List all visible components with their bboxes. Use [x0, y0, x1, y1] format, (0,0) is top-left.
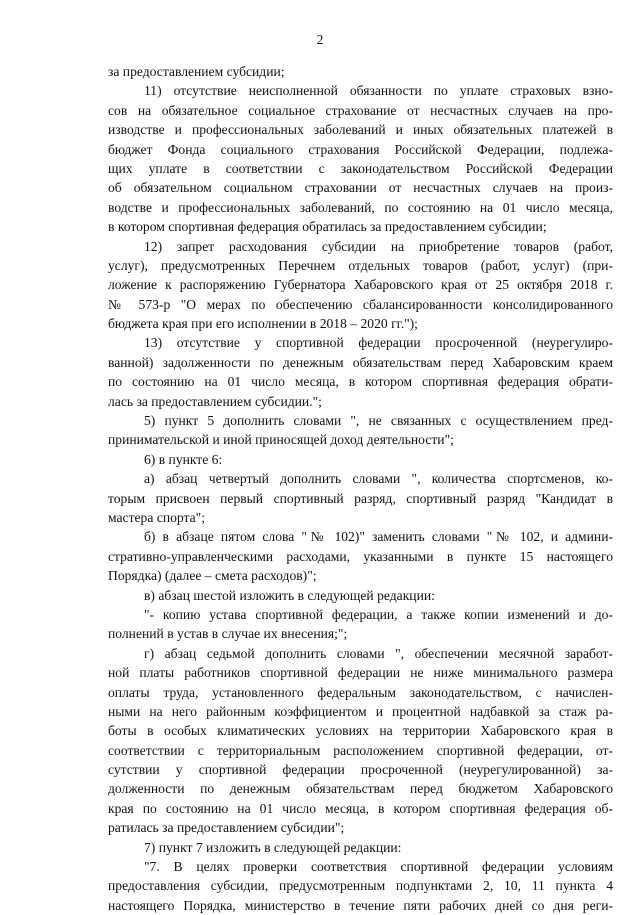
- text-line: торым присвоен первый спортивный разряд, спортивный разряд "Кандидат в: [108, 490, 613, 506]
- text-line: 11) отсутствие неисполненной обязанности по уплате страховых взно-: [144, 83, 613, 99]
- text-line: оплаты труда, установленного федеральным законодательством, с начислен-: [108, 684, 613, 700]
- text-line: настоящего Порядка, министерство в течение пяти рабочих дней со дня реги-: [108, 897, 613, 913]
- text-line: по состоянию на 01 число месяца, в котором спортивная федерация обрати-: [108, 374, 613, 390]
- text-line: бюджета края при его исполнении в 2018 – 2020 гг.");: [108, 316, 418, 332]
- text-line: ложение к распоряжению Губернатора Хабаровского края от 25 октября 2018 г.: [108, 277, 613, 293]
- text-line: об обязательном социальном страховании от несчастных случаев на произ-: [108, 180, 613, 196]
- text-line: принимательской и иной приносящей доход деятельности";: [108, 432, 454, 448]
- text-line: "- копию устава спортивной федерации, а также копии изменений и до-: [144, 606, 613, 622]
- text-line: а) абзац четвертый дополнить словами ", количества спортсменов, ко-: [144, 471, 613, 487]
- text-line: водстве и профессиональных заболеваний, по состоянию на 01 число месяца,: [108, 199, 613, 215]
- text-line: сутствии у спортивной федерации просроченной (неурегулированной) за-: [108, 762, 613, 778]
- text-line: предоставления субсидии, предусмотренным подпунктами 2, 10, 11 пункта 4: [108, 878, 613, 894]
- page-number: 2: [316, 32, 324, 47]
- text-line: ванной) задолженности по денежным обязательствам перед Хабаровским краем: [108, 354, 613, 370]
- document-body: [108, 62, 613, 915]
- text-line: "7. В целях проверки соответствия спортивной федерации условиям: [144, 859, 613, 875]
- text-line: 5) пункт 5 дополнить словами ", не связанных с осуществлением пред-: [144, 413, 613, 429]
- text-line: в) абзац шестой изложить в следующей редакции:: [144, 587, 435, 603]
- text-line: 7) пункт 7 изложить в следующей редакции:: [144, 839, 402, 855]
- text-line: изводстве и профессиональных заболеваний и иных обязательных платежей в: [108, 122, 613, 138]
- text-line: сов на обязательное социальное страхование от несчастных случаев на про-: [108, 102, 613, 118]
- text-line: соответствии с территориальным расположением спортивной федерации, от-: [108, 742, 613, 758]
- text-line: г) абзац седьмой дополнить словами ", обеспечении месячной заработ-: [144, 645, 613, 661]
- text-line: 13) отсутствие у спортивной федерации просроченной (неурегулиро-: [144, 335, 613, 351]
- text-line: Порядка) (далее – смета расходов)";: [108, 568, 317, 584]
- text-line: № 573-р "О мерах по обеспечению сбалансированности консолидированного: [108, 296, 613, 312]
- text-line: боты в особых климатических условиях на территории Хабаровского края в: [108, 723, 613, 739]
- text-line: 6) в пункте 6:: [144, 451, 223, 467]
- text-line: б) в абзаце пятом слова "№ 102)" заменить словами "№ 102, и админи-: [144, 529, 613, 545]
- text-line: мастера спорта";: [108, 509, 205, 525]
- text-line: долженности по денежным обязательствам перед бюджетом Хабаровского: [108, 781, 613, 797]
- text-line: в котором спортивная федерация обратилась за предоставлением субсидии;: [108, 219, 547, 235]
- text-line: ратилась за предоставлением субсидии";: [108, 820, 345, 836]
- text-line: за предоставлением субсидии;: [108, 64, 285, 79]
- text-line: края по состоянию на 01 число месяца, в котором спортивная федерация об-: [108, 800, 613, 816]
- text-line: 12) запрет расходования субсидии на приобретение товаров (работ,: [144, 238, 613, 254]
- text-line: стративно-управленческими расходами, указанными в пункте 15 настоящего: [108, 548, 613, 564]
- text-line: полнений в устав в случае их внесения;";: [108, 626, 348, 642]
- text-line: бюджет Фонда социального страхования Российской Федерации, подлежа-: [108, 141, 613, 157]
- text-line: ной платы работников спортивной федерации не ниже минимального размера: [108, 665, 613, 681]
- text-line: лась за предоставлением субсидии.";: [108, 393, 322, 409]
- text-line: ными на него районным коэффициентом и процентной надбавкой за стаж ра-: [108, 703, 613, 719]
- text-line: услуг), предусмотренных Перечнем отдельных товаров (работ, услуг) (при-: [108, 257, 613, 273]
- text-line: щих уплате в соответствии с законодательством Российской Федерации: [108, 160, 613, 176]
